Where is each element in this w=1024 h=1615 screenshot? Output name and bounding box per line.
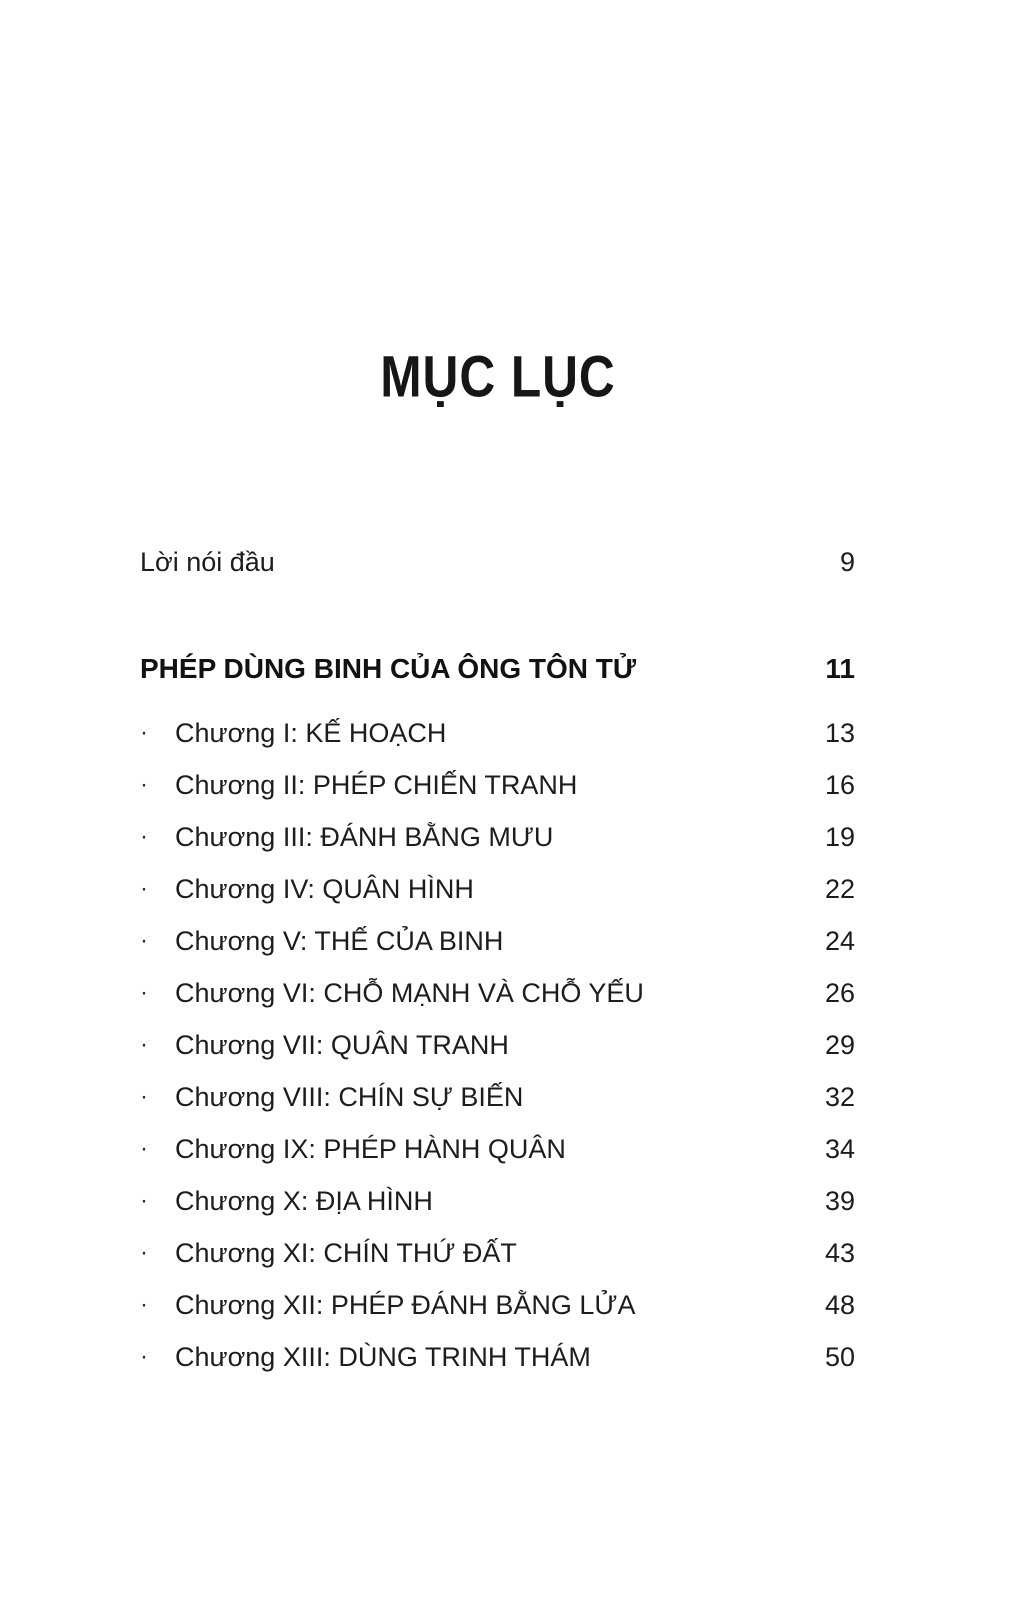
toc-entry-label: Chương VIII: CHÍN SỰ BIẾN <box>175 1082 524 1112</box>
toc-entry-page-number: 9 <box>839 547 855 577</box>
toc-entry-chapter-10 <box>140 1175 855 1227</box>
toc-entry-page-number: 19 <box>824 822 855 852</box>
toc-entry-page-number: 50 <box>824 1342 855 1372</box>
toc-entry-label: Chương XI: CHÍN THỨ ĐẤT <box>175 1238 517 1268</box>
bullet-icon: · <box>140 823 148 850</box>
bullet-icon: · <box>140 875 148 902</box>
toc-entry-chapter-11 <box>140 1227 855 1279</box>
toc-entry-page-number: 24 <box>824 926 855 956</box>
bullet-icon: · <box>140 1187 148 1214</box>
toc-entry-label: Chương II: PHÉP CHIẾN TRANH <box>175 770 578 800</box>
toc-entry-page-number: 43 <box>824 1238 855 1268</box>
toc-section-header <box>140 643 855 695</box>
toc-entry-label: Chương V: THẾ CỦA BINH <box>175 926 504 956</box>
toc-entry-page-number: 16 <box>824 770 855 800</box>
bullet-icon: · <box>140 1343 148 1370</box>
toc-chapter-list <box>140 707 855 1383</box>
toc-entry-chapter-7 <box>140 1019 855 1071</box>
toc-entry-label: Chương III: ĐÁNH BẰNG MƯU <box>175 822 554 852</box>
bullet-icon: · <box>140 1291 148 1318</box>
bullet-icon: · <box>140 979 148 1006</box>
toc-entry-chapter-5 <box>140 915 855 967</box>
toc-entry-label: Chương XIII: DÙNG TRINH THÁM <box>175 1342 591 1372</box>
toc-entry-page-number: 22 <box>824 874 855 904</box>
page-title <box>140 346 855 408</box>
bullet-icon: · <box>140 771 148 798</box>
toc-entry-page-number: 32 <box>824 1082 855 1112</box>
bullet-icon: · <box>140 927 148 954</box>
toc-entry-chapter-2 <box>140 759 855 811</box>
bullet-icon: · <box>140 1135 148 1162</box>
toc-entry-chapter-13 <box>140 1331 855 1383</box>
toc-entry-label: Chương I: KẾ HOẠCH <box>175 718 447 748</box>
bullet-icon: · <box>140 1031 148 1058</box>
toc-entry-label: Chương X: ĐỊA HÌNH <box>175 1186 433 1216</box>
toc-entry-page-number: 48 <box>824 1290 855 1320</box>
toc-entry-page-number: 29 <box>824 1030 855 1060</box>
toc-entry-page-number: 26 <box>824 978 855 1008</box>
bullet-icon: · <box>140 1239 148 1266</box>
toc-entry-chapter-4 <box>140 863 855 915</box>
bullet-icon: · <box>140 719 148 746</box>
bullet-icon: · <box>140 1083 148 1110</box>
toc-entry-label: Chương VI: CHỖ MẠNH VÀ CHỖ YẾU <box>175 978 644 1008</box>
toc-entry-chapter-3 <box>140 811 855 863</box>
toc-section-page-number: 11 <box>825 653 855 684</box>
toc-entry-page-number: 34 <box>824 1134 855 1164</box>
toc-entry-chapter-6 <box>140 967 855 1019</box>
toc-entry-page-number: 39 <box>824 1186 855 1216</box>
toc-entry-page-number: 13 <box>824 718 855 748</box>
toc-section-label: PHÉP DÙNG BINH CỦA ÔNG TÔN TỬ <box>140 653 637 684</box>
toc-entry-label: Chương XII: PHÉP ĐÁNH BẰNG LỬA <box>175 1290 636 1320</box>
toc-entry-label: Lời nói đầu <box>140 547 275 577</box>
toc-entry-chapter-9 <box>140 1123 855 1175</box>
toc-entry-label: Chương IX: PHÉP HÀNH QUÂN <box>175 1134 566 1164</box>
page-title-text: MỤC LỤC <box>379 344 616 410</box>
toc-entry-label: Chương IV: QUÂN HÌNH <box>175 874 474 904</box>
toc-entry-preface <box>140 536 855 588</box>
toc-entry-label: Chương VII: QUÂN TRANH <box>175 1030 509 1060</box>
toc-entry-chapter-8 <box>140 1071 855 1123</box>
toc-entry-chapter-1 <box>140 707 855 759</box>
toc-entry-chapter-12 <box>140 1279 855 1331</box>
